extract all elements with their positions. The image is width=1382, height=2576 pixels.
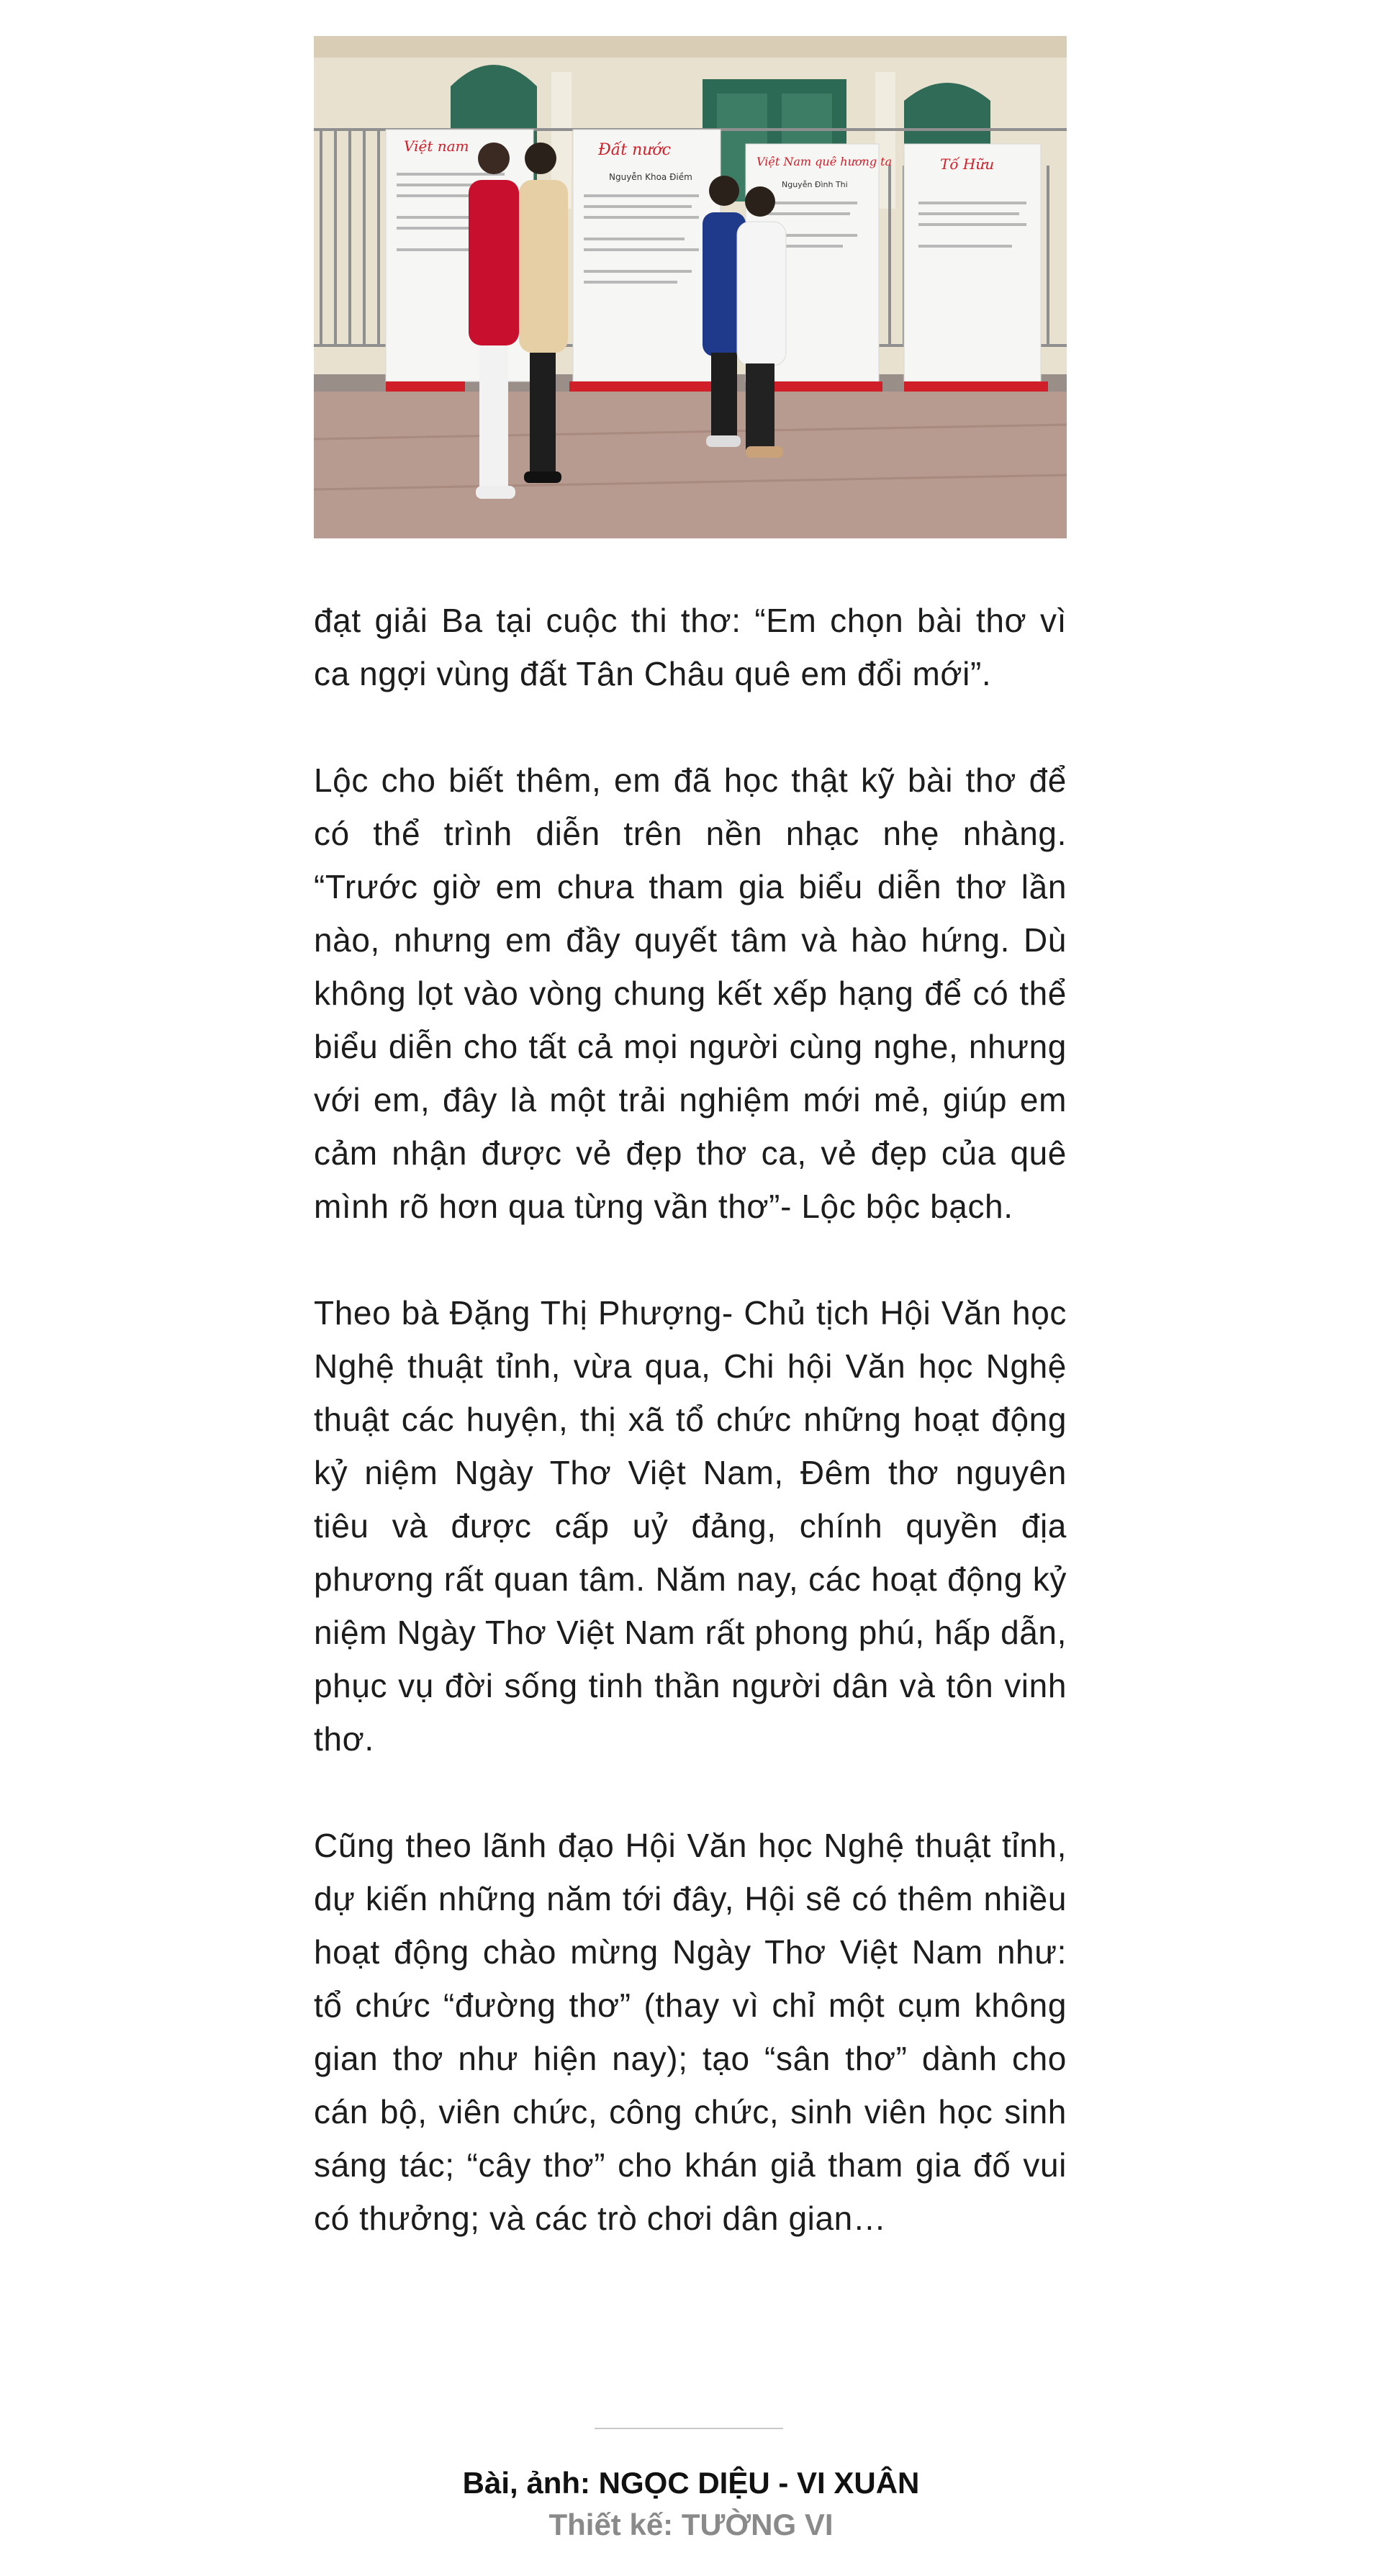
brick-ground bbox=[314, 374, 1067, 538]
svg-text:Việt Nam quê hương ta: Việt Nam quê hương ta bbox=[757, 155, 893, 168]
design-credit: Thiết kế: TƯỜNG VI bbox=[548, 2508, 834, 2541]
paragraph: Cũng theo lãnh đạo Hội Văn học Nghệ thuật tỉnh, dự kiến những năm tới đây, Hội sẽ có thêm nhiều hoạt động chào mừng Ngày Thơ Việt Nam như: tổ chức “đường thơ” (thay vì chỉ một cụm không gian thơ như hiện nay); tạo “sân thơ” dành cho cán bộ, viên chức, công chức, sinh viên học sinh sáng tác; “cây thơ” cho khán giả tham gia đố vui có thưởng; và các trò chơi dân gian… bbox=[314, 1827, 1067, 2237]
credits-divider bbox=[595, 2428, 783, 2429]
poetry-board-4 bbox=[904, 144, 1048, 392]
paragraph: Lộc cho biết thêm, em đã học thật kỹ bài thơ để có thể trình diễn trên nền nhạc nhẹ nhàng. “Trước giờ em chưa tham gia biểu diễn thơ lần nào, nhưng em đầy quyết tâm và hào hứng. Dù không lọt vào vòng chung kết xếp hạng để có thể biểu diễn cho tất cả mọi người cùng nghe, nhưng với em, đây là một trải nghiệm mới mẻ, giúp em cảm nhận được vẻ đẹp thơ ca, vẻ đẹp của quê mình rõ hơn qua từng vần thơ”- Lộc bộc bạch. bbox=[314, 761, 1067, 1225]
svg-text:Nguyễn Khoa Điềm: Nguyễn Khoa Điềm bbox=[609, 172, 692, 182]
svg-text:Đất nước: Đất nước bbox=[598, 141, 671, 159]
photo-illustration bbox=[314, 36, 1067, 538]
svg-text:Nguyễn Đình Thi: Nguyễn Đình Thi bbox=[782, 180, 848, 189]
article-body bbox=[314, 594, 1067, 2298]
author-credit: Bài, ảnh: NGỌC DIỆU - VI XUÂN bbox=[462, 2466, 920, 2500]
article-photo bbox=[314, 36, 1067, 538]
svg-text:Việt nam: Việt nam bbox=[404, 137, 469, 155]
paragraph: Theo bà Đặng Thị Phượng- Chủ tịch Hội Văn học Nghệ thuật tỉnh, vừa qua, Chi hội Văn học Nghệ thuật các huyện, thị xã tổ chức những hoạt động kỷ niệm Ngày Thơ Việt Nam, Đêm thơ nguyên tiêu và được cấp uỷ đảng, chính quyền địa phương rất quan tâm. Năm nay, các hoạt động kỷ niệm Ngày Thơ Việt Nam rất phong phú, hấp dẫn, phục vụ đời sống tinh thần người dân và tôn vinh thơ. bbox=[314, 1294, 1067, 1758]
paragraph: đạt giải Ba tại cuộc thi thơ: “Em chọn bài thơ vì ca ngợi vùng đất Tân Châu quê em đổi mới”. bbox=[314, 602, 1067, 692]
svg-text:Tố Hữu: Tố Hữu bbox=[940, 155, 995, 173]
